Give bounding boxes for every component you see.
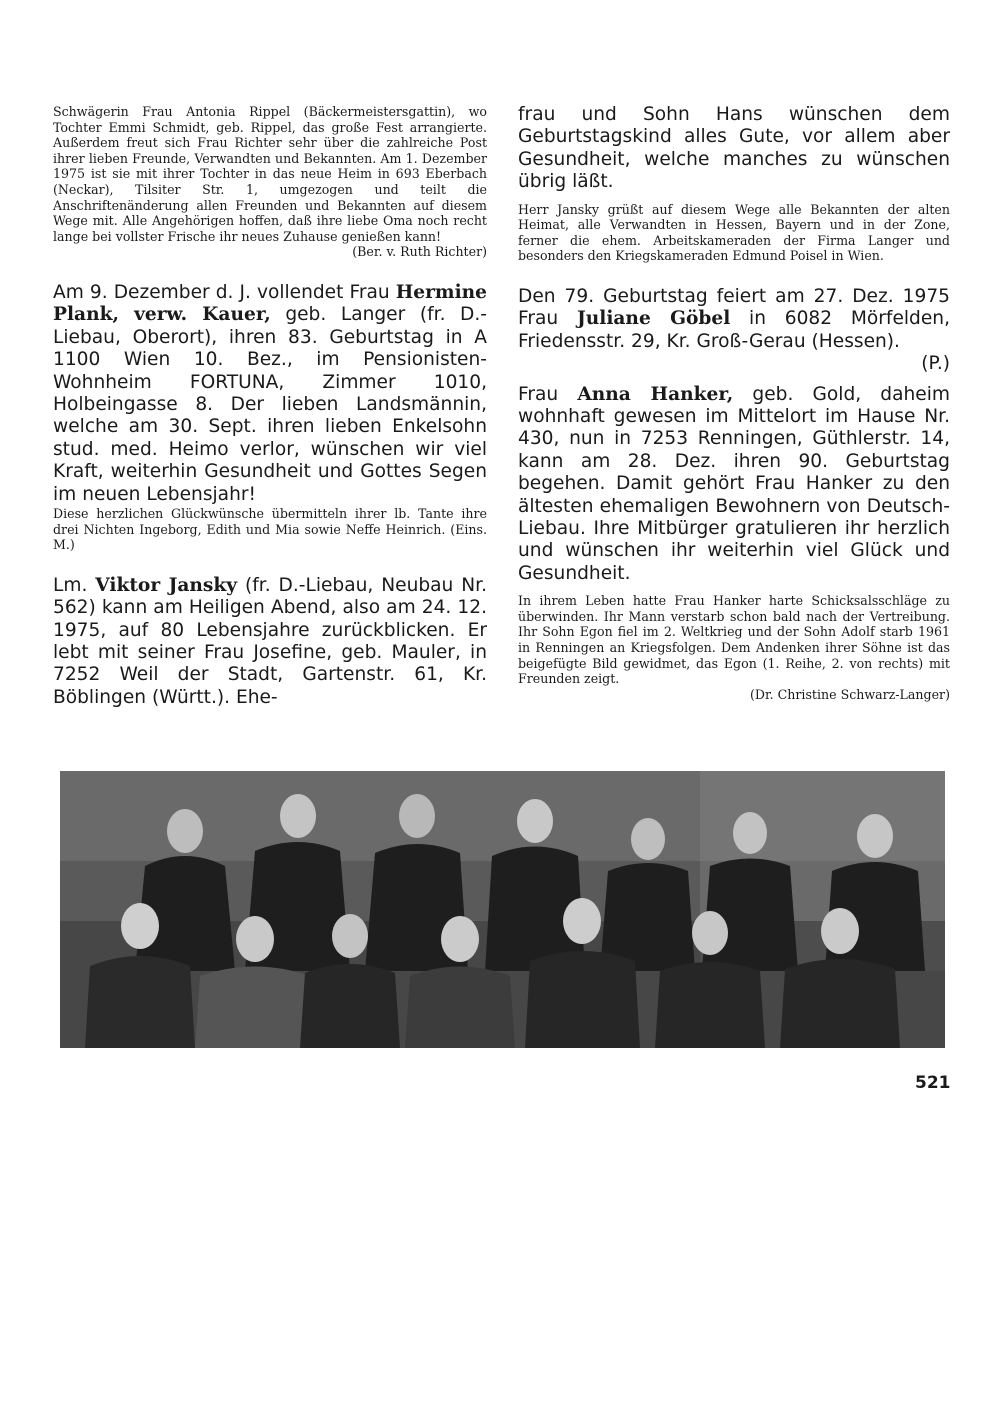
jansky-greetings: Herr Jansky grüßt auf diesem Wege alle Bekannten der alten Heimat, alle Verwandten in Hessen, Bayern und in der Zone, ferner die ehem. Arbeitskameraden der Firma Langer und besonders den Kriegskameraden Edmund Poisel in Wien.: [518, 201, 950, 264]
hanker-signature: (Dr. Christine Schwarz-Langer): [750, 686, 950, 702]
plank-text: geb. Langer (fr. D.-Liebau, Oberort), ihren 83. Geburtstag in A 1100 Wien 10. Bez., im Pensionisten-Wohnheim FORTUNA, Zimmer 1010, Holbeingasse 8. Der lieben Landsmännin, welche am 30. Sept. ihren lieben Enkelsohn stud. med. Heimo verlor, wünschen wir viel Kraft, weiterhin Gesundheit und Gottes Segen im neuen Lebensjahr!: [53, 304, 487, 505]
goebel-text: in 6082 Mörfelden, Friedensstr. 29, Kr. Groß-Gerau (Hessen).: [518, 308, 950, 352]
jansky-text: (fr. D.-Liebau, Neubau Nr. 562) kann am Heiligen Abend, also am 24. 12. 1975, auf 80 Lebensjahre zurückblicken. Er lebt mit seiner Frau Josefine, geb. Mauler, in 7252 Weil der Stadt, Gartenstr. 61, Kr. Böblingen (Württ.). Ehe-: [53, 574, 487, 708]
goebel-intro: Den 79. Geburtstag feiert am 27. Dez. 1975 Frau: [518, 286, 950, 330]
page-number: 521: [915, 1073, 951, 1093]
hanker-text: geb. Gold, daheim wohnhaft gewesen im Mittelort im Hause Nr. 430, nun in 7253 Renningen, Güthlerstr. 14, kann am 28. Dez. ihren 90. Geburtstag begehen. Damit gehört Frau Hanker zu den ältesten ehemaligen Bewohnern von Deutsch-Liebau. Ihre Mitbürger gratulieren ihr herzlich und wünschen ihr weiterhin viel Glück und Gesundheit.: [518, 383, 951, 584]
hanker-memorial: In ihrem Leben hatte Frau Hanker harte Schicksalsschläge zu überwinden. Ihr Mann verstarb schon bald nach der Vertreibung. Ihr Sohn Egon fiel im 2. Weltkrieg und der Sohn Adolf starb 1961 in Renningen an Kriegsfolgen. Dem Andenken ihrer Söhne ist das beigefügte Bild gewidmet, das Egon (1. Reihe, 2. von rechts) mit Freunden zeigt.: [518, 593, 950, 687]
hanker-name: Anna Hanker,: [577, 383, 734, 405]
plank-paragraph: [53, 282, 487, 506]
jansky-continued: frau und Sohn Hans wünschen dem Geburtstagskind alles Gute, vor allem aber Gesundheit, welche manches zu wünschen übrig läßt.: [518, 104, 950, 193]
jansky-intro: Lm.: [53, 574, 96, 596]
plank-intro: Am 9. Dezember d. J. vollendet Frau: [53, 281, 396, 303]
jansky-name: Viktor Jansky: [95, 574, 238, 596]
jansky-paragraph: [53, 575, 487, 709]
plank-greetings: Diese herzlichen Glückwünsche übermitteln ihrer lb. Tante ihre drei Nichten Ingeborg, Edith und Mia sowie Neffe Heinrich. (Eins. M.): [53, 506, 487, 553]
richter-paragraph: Schwägerin Frau Antonia Rippel (Bäckermeistersgattin), wo Tochter Emmi Schmidt, geb. Rippel, das große Fest arrangierte. Außerdem freut sich Frau Richter sehr über die zahlreiche Post ihrer lieben Freunde, Verwandten und Bekannten. Am 1. Dezember 1975 ist sie mit ihrer Tochter in das neue Heim in 693 Eberbach (Neckar), Tilsiter Str. 1, umgezogen und teilt die Anschriftenänderung allen Freunden und Bekannten auf diesem Wege mit. Alle Angehörigen hoffen, daß ihre liebe Oma noch recht lange bei vollster Frische ihr neues Zuhause genießen kann!: [53, 104, 487, 244]
group-photo-illustration: [60, 771, 945, 1048]
goebel-name: Juliane Göbel: [576, 308, 731, 330]
richter-signature: (Ber. v. Ruth Richter): [352, 244, 487, 260]
right-column: [518, 104, 950, 702]
plank-name: Hermine Plank, verw. Kauer,: [53, 281, 487, 326]
group-photo: [60, 771, 945, 1048]
goebel-paragraph: [518, 286, 950, 353]
hanker-paragraph: [518, 384, 950, 586]
hanker-intro: Frau: [518, 383, 578, 405]
left-column: [53, 104, 487, 709]
goebel-signature: (P.): [921, 353, 950, 375]
